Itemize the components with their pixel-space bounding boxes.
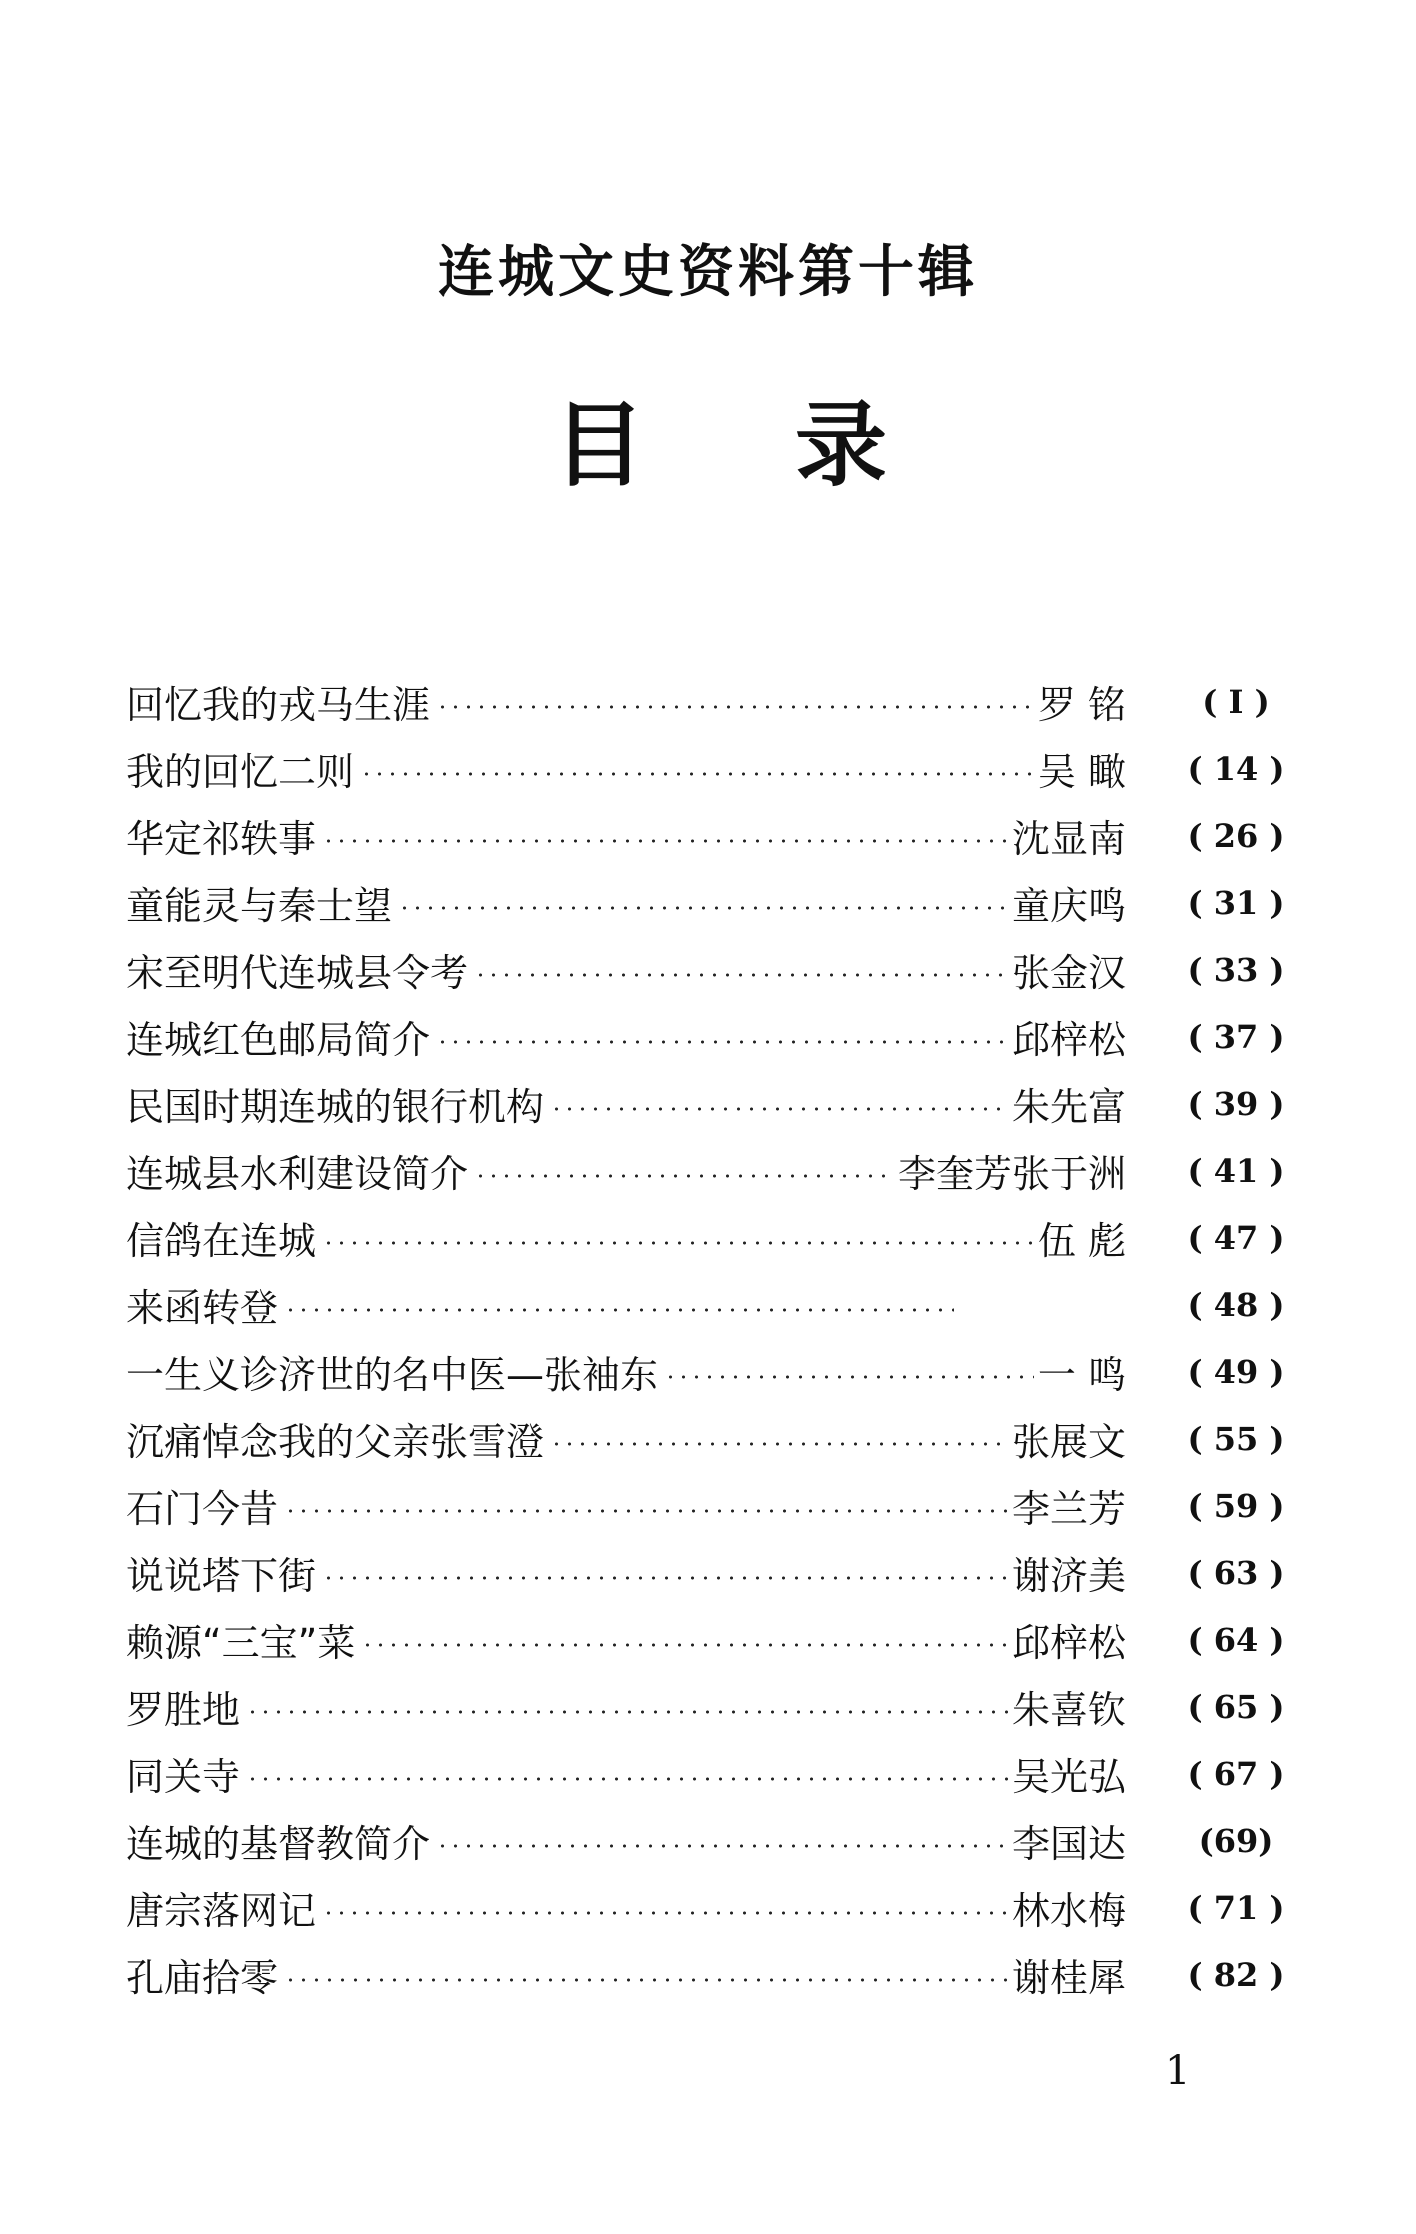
- entry-page: ( 41 ): [1187, 1151, 1285, 1190]
- entry-page: ( 33 ): [1187, 950, 1285, 989]
- entry-title: 石门今昔: [126, 1487, 279, 1531]
- toc-entry[interactable]: [126, 1673, 1296, 1740]
- toc-entry[interactable]: [126, 1338, 1296, 1405]
- entry-author: 吴 瞰: [1037, 750, 1126, 794]
- entry-title: 沉痛悼念我的父亲张雪澄: [126, 1420, 545, 1464]
- dot-leader: [474, 1174, 894, 1178]
- toc-heading-char-2: 录: [795, 392, 888, 499]
- entry-page: ( 65 ): [1187, 1687, 1285, 1726]
- entry-author: 邱梓松: [1011, 1018, 1126, 1062]
- entry-page: (69): [1198, 1821, 1274, 1860]
- page-number: 1: [1165, 2048, 1191, 2094]
- dot-leader: [284, 1308, 954, 1312]
- entry-author: 罗 铭: [1037, 683, 1126, 727]
- toc-entry[interactable]: [126, 1539, 1296, 1606]
- entry-page: ( 63 ): [1187, 1553, 1285, 1592]
- dot-leader: [360, 772, 1034, 776]
- dot-leader: [436, 1040, 1008, 1044]
- entry-page: ( 64 ): [1187, 1620, 1285, 1659]
- entry-title: 连城红色邮局简介: [126, 1018, 431, 1062]
- toc-entry[interactable]: [126, 869, 1296, 936]
- toc-entry[interactable]: [126, 1941, 1296, 2008]
- entry-title: 连城县水利建设简介: [126, 1152, 469, 1196]
- entry-author: 朱先富: [1011, 1085, 1126, 1129]
- entry-author: 谢桂犀: [1011, 1956, 1126, 2000]
- dot-leader: [322, 1576, 1008, 1580]
- dot-leader: [550, 1107, 1008, 1111]
- dot-leader: [550, 1442, 1008, 1446]
- entry-title: 孔庙拾零: [126, 1956, 279, 2000]
- toc-entry[interactable]: [126, 1740, 1296, 1807]
- dot-leader: [322, 1911, 1008, 1915]
- entry-title: 罗胜地: [126, 1688, 241, 1732]
- entry-page: ( 67 ): [1187, 1754, 1285, 1793]
- entry-author: 张展文: [1011, 1420, 1126, 1464]
- entry-page: ( 26 ): [1187, 816, 1285, 855]
- toc-entry[interactable]: [126, 1874, 1296, 1941]
- entry-author: 谢济美: [1011, 1554, 1126, 1598]
- dot-leader: [246, 1710, 1008, 1714]
- entry-page: ( 55 ): [1187, 1419, 1285, 1458]
- entry-title: 我的回忆二则: [126, 750, 355, 794]
- toc-entry[interactable]: [126, 936, 1296, 1003]
- entry-title: 宋至明代连城县令考: [126, 951, 469, 995]
- entry-page: ( 48 ): [1187, 1285, 1285, 1324]
- entry-author: 伍 彪: [1037, 1219, 1126, 1263]
- toc-entry[interactable]: [126, 1070, 1296, 1137]
- entry-author: 吴光弘: [1011, 1755, 1126, 1799]
- dot-leader: [474, 973, 1008, 977]
- entry-title: 赖源“三宝”菜: [126, 1621, 356, 1665]
- entry-title: 说说塔下街: [126, 1554, 317, 1598]
- toc-entry[interactable]: [126, 802, 1296, 869]
- entry-author: 李奎芳张于洲: [897, 1152, 1126, 1196]
- entry-page: ( 49 ): [1187, 1352, 1285, 1391]
- entry-author: 李国达: [1011, 1822, 1126, 1866]
- entry-title: 童能灵与秦士望: [126, 884, 393, 928]
- entry-title: 同关寺: [126, 1755, 241, 1799]
- toc-entry[interactable]: [126, 1606, 1296, 1673]
- dot-leader: [246, 1777, 1008, 1781]
- entry-title: 唐宗落网记: [126, 1889, 317, 1933]
- entry-author: 朱喜钦: [1011, 1688, 1126, 1732]
- toc-entry[interactable]: [126, 1405, 1296, 1472]
- entry-page: ( 47 ): [1187, 1218, 1285, 1257]
- entry-author: 李兰芳: [1011, 1487, 1126, 1531]
- entry-author: 林水梅: [1011, 1889, 1126, 1933]
- dot-leader: [436, 705, 1034, 709]
- toc-heading-char-1: 目: [553, 392, 646, 499]
- entry-author: 邱梓松: [1011, 1621, 1126, 1665]
- entry-page: ( I ): [1202, 682, 1270, 721]
- entry-title: 民国时期连城的银行机构: [126, 1085, 545, 1129]
- entry-page: ( 37 ): [1187, 1017, 1285, 1056]
- entry-page: ( 31 ): [1187, 883, 1285, 922]
- entry-author: 张金汉: [1011, 951, 1126, 995]
- toc-heading: [553, 372, 888, 499]
- dot-leader: [398, 906, 1008, 910]
- toc-entry[interactable]: [126, 1137, 1296, 1204]
- toc-entry[interactable]: [126, 1807, 1296, 1874]
- entry-title: 一生义诊济世的名中医—张袖东: [126, 1353, 659, 1397]
- toc-list: [126, 668, 1296, 2008]
- entry-page: ( 14 ): [1187, 749, 1285, 788]
- dot-leader: [436, 1844, 1008, 1848]
- entry-author: 沈显南: [1011, 817, 1126, 861]
- toc-entry[interactable]: [126, 1472, 1296, 1539]
- toc-entry[interactable]: [126, 1271, 1296, 1338]
- entry-page: ( 71 ): [1187, 1888, 1285, 1927]
- dot-leader: [664, 1375, 1034, 1379]
- entry-page: ( 39 ): [1187, 1084, 1285, 1123]
- dot-leader: [284, 1978, 1008, 1982]
- entry-page: ( 82 ): [1187, 1955, 1285, 1994]
- toc-entry[interactable]: [126, 668, 1296, 735]
- dot-leader: [322, 839, 1008, 843]
- toc-entry[interactable]: [126, 1003, 1296, 1070]
- dot-leader: [284, 1509, 1008, 1513]
- toc-entry[interactable]: [126, 735, 1296, 802]
- entry-author: 童庆鸣: [1011, 884, 1126, 928]
- dot-leader: [322, 1241, 1034, 1245]
- entry-title: 信鸽在连城: [126, 1219, 317, 1263]
- toc-entry[interactable]: [126, 1204, 1296, 1271]
- entry-title: 回忆我的戎马生涯: [126, 683, 431, 727]
- entry-title: 连城的基督教简介: [126, 1822, 431, 1866]
- entry-author: 一 鸣: [1037, 1353, 1126, 1397]
- entry-page: ( 59 ): [1187, 1486, 1285, 1525]
- series-title: 连城文史资料第十辑: [438, 239, 978, 305]
- entry-title: 来函转登: [126, 1286, 279, 1330]
- entry-title: 华定祁轶事: [126, 817, 317, 861]
- dot-leader: [361, 1643, 1008, 1647]
